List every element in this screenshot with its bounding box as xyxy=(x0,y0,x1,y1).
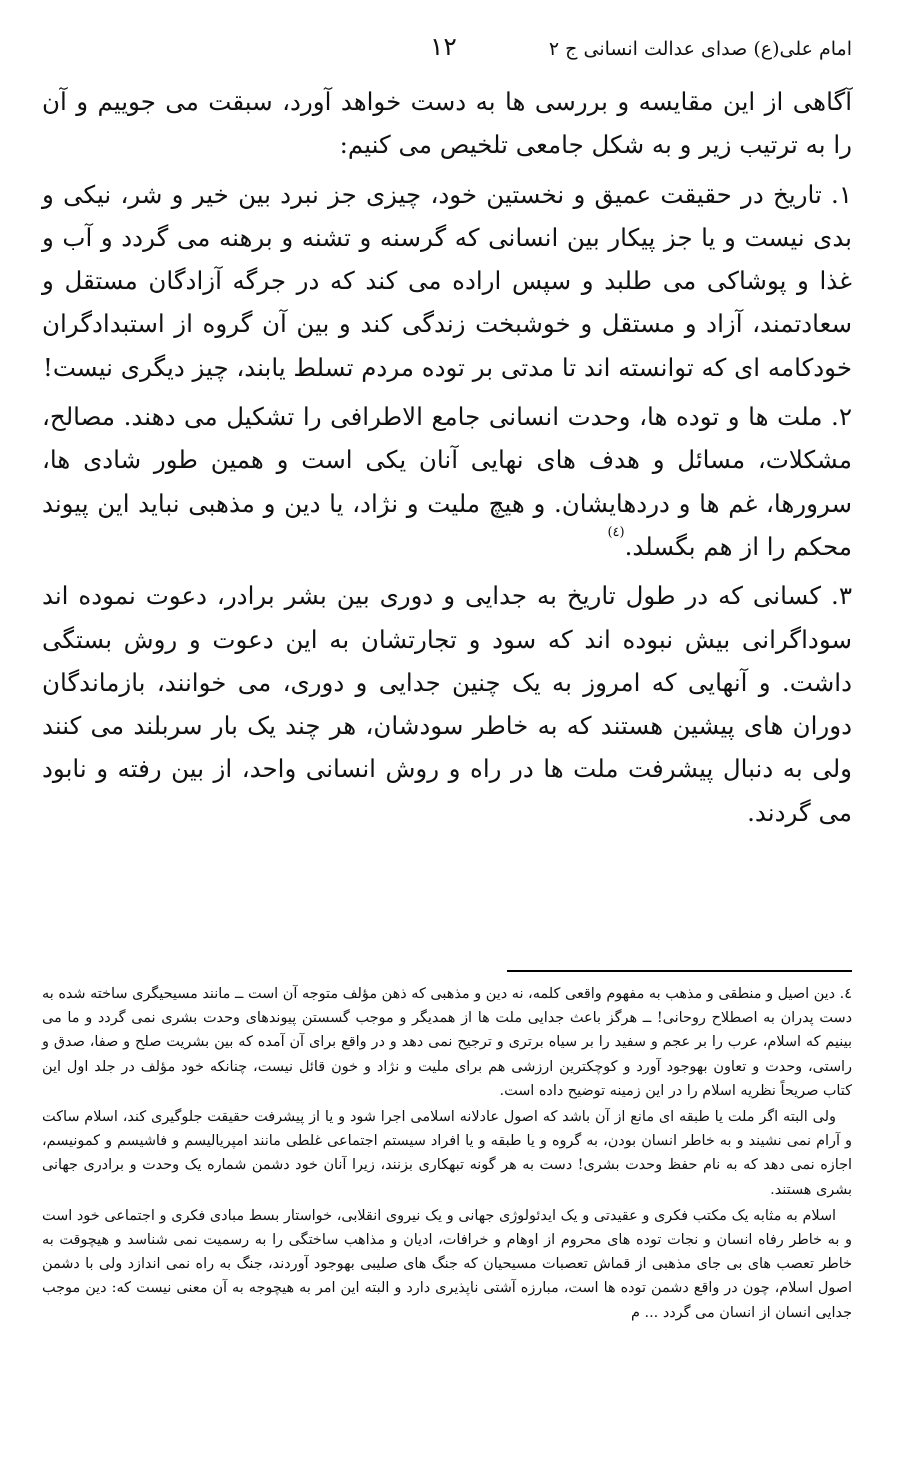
footnote-separator xyxy=(507,970,852,972)
footnote-4: ٤. دین اصیل و منطقی و مذهب به مفهوم واقعی کلمه، نه دین و مذهبی که ذهن مؤلف متوجه آن است ــ مانند مسیحیگری ساخته شده به دست پدران به اصطلاح روحانی! ــ هرگز باعث جدایی ملت ها از همدیگر و موجب گسستن پیوندهای وحدت بشری نمی گردد و ما می بینیم که اسلام، عرب را بر عجم و سفید را بر سیاه برتری و ترجیح نمی دهد و در واقع برای آن آمده که بین بشریت صلح و صفا، صدق و راستی، وحدت و تعاون بهوجود آورد و کوچکترین ارزشی هم برای ملیت و نژاد و خون قائل نیست، چنانکه خود مؤلف در جلد اول این کتاب صریحاً نظریه اسلام را در این زمینه توضیح داده است. xyxy=(42,986,852,1099)
intro-paragraph: آگاهی از این مقایسه و بررسی ها به دست خواهد آورد، سبقت می جوییم و آن را به ترتیب زیر و به شکل جامعی تلخیص می کنیم: xyxy=(42,87,852,160)
footnote-4-continued-2: اسلام به مثابه یک مکتب فکری و عقیدتی و یک ایدئولوژی جهانی و یک نیروی انقلابی، خواستار بسط مبادی فکری و اجتماعی خود است و به خاطر رفاه انسان و نجات توده های محروم از اوهام و خرافات، ادیان و مذاهب ساختگی را به رسمیت نمی شناسد و هیچوقت به خاطر تعصب های بی جای مذهبی از قماش تعصبات مسیحیان که جنگ های صلیبی بهوجود آوردند، جنگ به راه نمی اندازد ولی با دشمن اصول اسلام، چون در واقع دشمن توده ها است، مبارزه آشتی ناپذیری دارد و البته این امر به هیچوجه به آن معنی نیست که: دین موجب جدایی انسان از انسان می گردد ... م xyxy=(42,1207,852,1321)
footnotes xyxy=(42,982,852,1325)
page-number: ١٢ xyxy=(430,32,457,61)
main-text xyxy=(42,80,852,834)
point-2-paragraph xyxy=(42,395,852,568)
point-1-paragraph: ١. تاریخ در حقیقت عمیق و نخستین خود، چیزی جز نبرد بین خیر و شر، نیکی و بدی نیست و یا جز پیکار بین انسانی که گرسنه و تشنه و برهنه می گردد و آب و غذا و پوشاکی می طلبد و سپس اراده می کند که در جرگه آزادگان مستقل و سعادتمند، آزاد و مستقل و خوشبخت زندگی کند و بین آن گروه از استبدادگران خودکامه ای که توانسته اند تا مدتی بر توده مردم تسلط یابند، چیز دیگری نیست! xyxy=(42,179,852,382)
page-header xyxy=(40,34,852,68)
point-3-paragraph: ٣. کسانی که در طول تاریخ به جدایی و دوری بین بشر برادر، دعوت نموده اند سوداگرانی بیش نبوده اند که سود و تجارتشان به این دعوت و روش بستگی داشت. و آنهایی که امروز به یک چنین جدایی و دوری، می خوانند، بازماندگان دوران های پیشین هستند که به خاطر سودشان، هر چند یک بار سربلند می کنند ولی به دنبال پیشرفت ملت ها در راه و روش انسانی واحد، از بین رفته و نابود می گردند. xyxy=(42,581,852,827)
footnote-4-continued-1: ولی البته اگر ملت یا طبقه ای مانع از آن باشد که اصول عادلانه اسلامی اجرا شود و یا از پیشرفت حقیقت جلوگیری کند، اسلام ساکت و آرام نمی نشیند و به خاطر انسان بودن، به گروه و یا طبقه و یا افراد سیستم اجتماعی غلطی مانند امپریالیسم و فاشیسم و کمونیسم، اجازه نمی دهد که به نام حفظ وحدت بشری! دست به هر گونه تبهکاری بزنند، زیرا آنان خود دشمن شماره یک وحدت و برادری جهانی بشری هستند. xyxy=(42,1109,852,1198)
running-title: امام علی(ع) صدای عدالت انسانی ج ٢ xyxy=(548,38,852,60)
point-2-text: ٢. ملت ها و توده ها، وحدت انسانی جامع الاطرافی را تشکیل می دهند. مصالح، مشکلات، مسائل و هدف های نهایی آنان یکی است و همین طور شادی ها، سرورها، غم ها و دردهایشان. و هیچ ملیت و نژاد، یا دین و مذهبی نباید این پیوند محکم را از هم بگسلد. xyxy=(42,402,852,561)
footnote-reference[interactable]: (٤) xyxy=(607,524,625,540)
